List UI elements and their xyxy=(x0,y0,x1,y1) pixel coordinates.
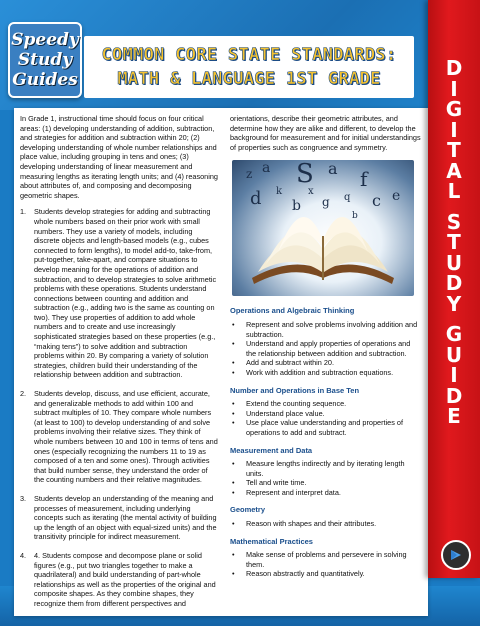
floating-letter: d xyxy=(250,188,262,210)
standards-sections xyxy=(230,306,422,579)
title-line-2: MATH & LANGUAGE 1ST GRADE xyxy=(117,69,381,89)
floating-letter: c xyxy=(372,191,381,211)
section-heading: Geometry xyxy=(230,505,266,515)
ribbon-letter: L xyxy=(447,179,461,203)
ribbon-letter: T xyxy=(447,138,461,162)
bullet-list xyxy=(230,550,422,579)
bullet-text: Extend the counting sequence. xyxy=(246,399,347,409)
floating-letter: a xyxy=(328,160,338,179)
bullet-item xyxy=(230,519,422,529)
bullet-icon: • xyxy=(232,408,235,418)
bullet-item xyxy=(230,418,422,437)
ribbon-letter: I xyxy=(450,363,458,387)
ribbon-letter: D xyxy=(445,383,463,408)
item-text: Students develop an understanding of the meaning and processes of measurement, including underlying concepts such as iterating (the mental activity of building up the length of an object with equal-sized units) and the transitivity principle for indirect measurement. xyxy=(34,493,217,542)
ribbon-letter: I xyxy=(450,117,458,142)
bullet-item xyxy=(230,358,422,368)
bullet-icon: • xyxy=(232,399,235,409)
bullet-icon: • xyxy=(232,487,235,497)
floating-letter: g xyxy=(322,195,330,210)
bullet-icon: • xyxy=(232,367,235,377)
section-heading: Operations and Algebraic Thinking xyxy=(230,306,355,316)
floating-letter: f xyxy=(360,167,368,192)
numbered-item xyxy=(20,551,218,609)
bullet-item xyxy=(230,320,422,339)
bullet-item xyxy=(230,478,422,488)
numbered-item xyxy=(20,389,218,485)
content-page xyxy=(14,108,428,616)
bullet-list xyxy=(230,519,422,529)
item-text: Students develop strategies for adding and subtracting whole numbers based on their prior work with small numbers. They use a variety of models, including discrete objects and length-based models (e.g., cubes connected to form lengths), to model add-to, take-from, put-together, take-apart, and compare situations to develop meaning for the operations of addition and subtraction, and to develop strategies to solve arithmetic problems with these operations. Students understand connections between counting and addition and subtraction (e.g., adding two is the same as counting on two). They use properties of addition to add whole numbers and to create and use increasingly sophisticated strategies based on these properties (e.g., “making tens”) to solve addition and subtraction problems within 20. By comparing a variety of solution strategies, children build their understanding of the relationship between addition and subtraction. xyxy=(34,207,217,380)
ribbon-text xyxy=(428,58,480,427)
bullet-icon: • xyxy=(232,569,235,579)
bullet-list xyxy=(230,399,422,437)
book-title xyxy=(84,36,414,98)
bullet-text: Measure lengths indirectly and by iterating length units. xyxy=(246,459,405,478)
logo-line: Study xyxy=(17,50,73,70)
open-book-illustration xyxy=(232,160,414,296)
speedy-study-guides-logo xyxy=(8,22,82,98)
play-books-icon xyxy=(441,540,471,570)
bullet-text: Reason with shapes and their attributes. xyxy=(246,519,377,529)
numbered-item xyxy=(20,207,218,380)
section-heading: Mathematical Practices xyxy=(230,536,313,546)
logo-line: Speedy xyxy=(11,30,79,50)
bullet-text: Understand place value. xyxy=(246,408,325,418)
bullet-icon: • xyxy=(232,519,235,529)
bullet-item xyxy=(230,409,422,419)
floating-letter: e xyxy=(392,188,401,205)
bullet-item xyxy=(230,488,422,498)
bullet-icon: • xyxy=(232,339,235,349)
ribbon-letter: E xyxy=(447,404,461,428)
right-column xyxy=(230,114,422,585)
bullet-text: Work with addition and subtraction equations. xyxy=(246,367,394,377)
ribbon-letter: D xyxy=(445,271,463,295)
bullet-icon: • xyxy=(232,459,235,469)
ribbon-letter: Y xyxy=(446,291,462,316)
item-number: 2. xyxy=(20,389,27,399)
floating-letter: b xyxy=(292,198,301,215)
bullet-text: Represent and interpret data. xyxy=(246,487,341,497)
ribbon-letter: D xyxy=(445,56,463,80)
continued-paragraph: orientations, describe their geometric attributes, and determine how they are alike and different, to develop the background for measurement and for initial understandings of properties such as congruence and symmetry. xyxy=(230,114,421,152)
numbered-list xyxy=(20,207,218,608)
bullet-text: Add and subtract within 20. xyxy=(246,358,335,368)
bullet-text: Understand and apply properties of operations and the relationship between addition and subtraction. xyxy=(246,339,411,358)
item-text: 4. Students compose and decompose plane or solid figures (e.g., put two triangles together to make a quadrilateral) and build understanding of part-whole relationships as well as the properties of the original and composite shapes. As they combine shapes, they recognize them from different perspectives and xyxy=(34,550,216,608)
floating-letter: b xyxy=(352,211,358,222)
ribbon-letter: S xyxy=(446,209,462,234)
logo-line: Guides xyxy=(12,70,78,90)
digital-study-guide-ribbon xyxy=(428,0,480,578)
bullet-item xyxy=(230,550,422,569)
bullet-text: Reason abstractly and quantitatively. xyxy=(246,569,365,579)
title-line-1: COMMON CORE STATE STANDARDS: xyxy=(101,45,397,65)
bullet-text: Represent and solve problems involving addition and subtraction. xyxy=(246,319,418,339)
floating-letter: k xyxy=(276,186,283,198)
floating-letter: z xyxy=(246,167,253,182)
bullet-item xyxy=(230,459,422,478)
item-number: 3. xyxy=(20,493,27,503)
floating-letter: x xyxy=(308,186,314,198)
bullet-item xyxy=(230,368,422,378)
bullet-item xyxy=(230,569,422,579)
bullet-list xyxy=(230,459,422,497)
bullet-list xyxy=(230,320,422,378)
ribbon-letter: T xyxy=(447,230,461,254)
bullet-icon: • xyxy=(232,358,235,368)
floating-letter: q xyxy=(344,192,351,204)
ribbon-letter: A xyxy=(446,158,462,183)
item-number: 1. xyxy=(20,207,27,217)
intro-paragraph: In Grade 1, instructional time should focus on four critical areas: (1) developing understanding of addition, subtraction, and strategies for addition and subtraction within 20; (2) developing understanding of whole number relationships and place value, including grouping in tens and ones; (3) developing understanding of linear measurement and measuring lengths as iterating length units; and (4) reasoning about attributes of, and composing and decomposing geometric shapes. xyxy=(20,114,218,200)
floating-letter: S xyxy=(296,160,314,190)
bullet-icon: • xyxy=(232,478,235,488)
ribbon-letter: U xyxy=(445,342,463,367)
bullet-text: Make sense of problems and persevere in solving them. xyxy=(246,550,407,569)
left-column xyxy=(20,114,218,618)
ribbon-letter: G xyxy=(445,322,463,346)
bullet-item xyxy=(230,399,422,409)
section-heading: Measurement and Data xyxy=(230,445,313,455)
ribbon-letter: I xyxy=(450,76,458,101)
bullet-icon: • xyxy=(232,418,235,428)
item-text: Students develop, discuss, and use efficient, accurate, and generalizable methods to add within 100 and subtract multiples of 10. They compare whole numbers (at least to 100) to develop understanding of and solve problems involving their relative sizes. They think of whole numbers between 10 and 100 in terms of tens and ones (especially recognizing the numbers 11 to 19 as composed of a ten and some ones). Through activities that build number sense, they understand the order of the counting numbers and their relative magnitudes. xyxy=(34,389,218,485)
ribbon-letter: U xyxy=(445,250,463,275)
ribbon-letter: G xyxy=(445,97,463,121)
open-book-icon xyxy=(232,160,414,296)
bullet-item xyxy=(230,339,422,358)
numbered-item xyxy=(20,494,218,542)
item-number: 4. xyxy=(20,550,27,560)
bullet-text: Use place value understanding and properties of operations to add and subtract. xyxy=(246,418,403,437)
bullet-text: Tell and write time. xyxy=(246,478,307,488)
bullet-icon: • xyxy=(232,550,235,560)
floating-letter: a xyxy=(262,160,271,177)
section-heading: Number and Operations in Base Ten xyxy=(230,385,360,395)
bullet-icon: • xyxy=(232,319,235,329)
